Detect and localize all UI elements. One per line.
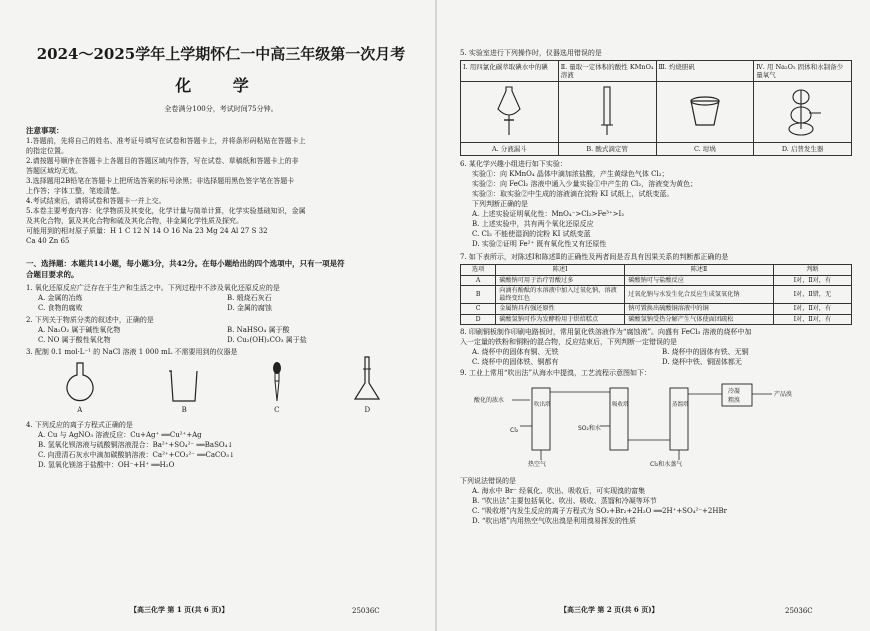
flow-label: 产品溴: [774, 391, 793, 398]
q5-apparatus-table: [460, 60, 852, 156]
q8-stem-cont: 入一定量的铁粉和铜粉的混合物，反应结束后，下列判断一定错误的是: [460, 338, 677, 346]
q2-option-b: B. NaHSO₄ 属于酸: [227, 326, 290, 334]
section-heading: 一、选择题：本题共14小题，每小题3分，共42分。在每小题给出的四个选项中，只有一项是符: [26, 259, 345, 268]
question-3: [26, 347, 416, 415]
exam-meta: 全卷满分100分，考试时间75分钟。: [164, 105, 278, 113]
q5-cell-4: Ⅳ. 用 Na₂O₂ 固体和水制备少量氧气: [754, 61, 852, 82]
page-1-footer: 【高三化学 第 1 页(共 6 页)】: [130, 605, 229, 614]
question-7: [460, 252, 852, 325]
q7-cell: D: [461, 314, 496, 325]
notes-heading: 注意事项：: [26, 126, 64, 135]
q7-cell: B: [461, 286, 496, 304]
q8-option-c: C. 烧杯中的固体铁、铜都有: [472, 358, 559, 366]
q3-label-c: C: [274, 406, 280, 414]
q7-cell: Ⅰ对，Ⅱ对，有: [773, 314, 851, 325]
question-2: [26, 315, 416, 345]
q5-image-cell: [558, 82, 656, 143]
note-line: Ca 40 Zn 65: [26, 237, 70, 245]
flow-label: 蒸馏塔: [672, 402, 689, 408]
q8-option-b: B. 烧杯中的固体有铁、无铜: [662, 348, 749, 356]
q9-stem: 9. 工业上常用“吹出法”从海水中提溴，工艺流程示意图如下：: [460, 369, 652, 377]
distillation-tower: [670, 388, 688, 450]
notes-list: [26, 136, 416, 246]
q7-header-cell: 陈述Ⅱ: [625, 265, 774, 276]
page-1-code: 25036C: [352, 607, 380, 615]
q8-option-d: D. 烧杯中铁、铜固体都无: [662, 358, 742, 366]
blowing-tower: [532, 388, 550, 450]
q1-stem: 1. 氧化还原反应广泛存在于生产和生活之中。下列过程中不涉及氧化还原反应的是: [26, 284, 280, 292]
note-line: 1.答题前，先将自己的姓名、准考证号填写在试卷和答题卡上，并将条形码粘贴在答题卡上: [26, 137, 306, 145]
q7-cell: Ⅰ对，Ⅱ错，无: [773, 286, 851, 304]
q5-stem: 5. 实验室进行下列操作时，仪器选用错误的是: [460, 49, 602, 57]
subject-title: 化 学: [175, 76, 267, 95]
q9-option-c: C. “吸收塔”内发生反应的离子方程式为 SO₂+Br₂+2H₂O ══2H⁺+SO₄²⁻+2HBr: [472, 507, 727, 515]
q1-option-a: A. 金属的冶炼: [38, 294, 83, 302]
table-row: [461, 304, 852, 315]
question-5: [460, 48, 852, 156]
q5-label-b: B. 酸式滴定管: [558, 143, 656, 156]
q1-option-b: B. 煅烧石灰石: [227, 294, 272, 302]
table-header-row: [461, 265, 852, 276]
q7-cell: 碳酸钠可用于治疗胃酸过多: [496, 275, 625, 286]
q2-stem: 2. 下列关于物质分类的叙述中，正确的是: [26, 316, 154, 324]
q9-option-d: D. “吹出塔”内用热空气吹出溴是利用溴易挥发的性质: [472, 517, 636, 525]
table-row: [461, 314, 852, 325]
q4-option-b: B. 氢氧化钡溶液与硫酸铜溶液混合：Ba²⁺+SO₄²⁻ ══BaSO₄↓: [38, 441, 234, 449]
table-row: [461, 286, 852, 304]
q7-header-cell: 判断: [773, 265, 851, 276]
question-1: [26, 283, 416, 313]
q9-option-a: A. 海水中 Br⁻ 经氧化、吹出、吸收后，可实现溴的富集: [472, 487, 646, 495]
note-line: 上作答；字体工整，笔迹清楚。: [26, 187, 124, 195]
q2-option-d: D. Cu₂(OH)₂CO₃ 属于盐: [227, 336, 307, 344]
page-2: [440, 0, 870, 631]
q7-cell: Ⅰ对，Ⅱ对，有: [773, 275, 851, 286]
q9-lead: 下列说法错误的是: [460, 477, 516, 485]
q7-header-cell: 陈述Ⅰ: [496, 265, 625, 276]
q7-cell: 碳酸氢钠可作为发酵粉用于烘焙糕点: [496, 314, 625, 325]
flow-label: 冷凝: [728, 388, 741, 395]
absorption-tower: [610, 388, 628, 450]
q1-option-c: C. 食物的腐败: [38, 304, 83, 312]
flow-label: 吸收塔: [612, 402, 629, 408]
q6-stem: 6. 某化学兴趣小组进行如下实验：: [460, 160, 567, 168]
q7-header-cell: 选项: [461, 265, 496, 276]
note-line: 4.考试结束后，请将试卷和答题卡一并上交。: [26, 197, 166, 205]
burette-icon: [597, 85, 617, 137]
question-9: [460, 368, 852, 526]
dropper-icon: [269, 361, 285, 405]
beaker-icon: [167, 365, 201, 405]
q5-label-a: A. 分液漏斗: [461, 143, 559, 156]
page-2-footer: 【高三化学 第 2 页(共 6 页)】: [560, 605, 659, 614]
q5-cell-3: Ⅲ. 灼烧胆矾: [656, 61, 754, 82]
q8-stem: 8. 印刷铜板制作印刷电路板时，常用氯化铁溶液作为“腐蚀液”。向盛有 FeCl₃ 溶液的烧杯中加: [460, 328, 752, 336]
question-8: [460, 327, 852, 367]
flow-label: Cl₂和水蒸气: [650, 461, 683, 468]
q7-cell: 金属钠具有强还原性: [496, 304, 625, 315]
q6-line: 实验③：取实验②中生成的溶液滴在淀粉 KI 试纸上，试纸变蓝。: [472, 190, 674, 198]
q7-cell: A: [461, 275, 496, 286]
question-6: [460, 159, 852, 249]
q3-stem: 3. 配制 0.1 mol·L⁻¹ 的 NaCl 溶液 1 000 mL 不需要用到的仪器是: [26, 348, 238, 356]
note-line: 答题区域均无效。: [26, 167, 82, 175]
q9-option-b: B. “吹出法”主要包括氧化、吹出、吸收、蒸馏和冷凝等环节: [472, 497, 657, 505]
q1-option-d: D. 金属的腐蚀: [227, 304, 272, 312]
q7-cell: Ⅰ对，Ⅱ对，有: [773, 304, 851, 315]
q2-option-c: C. NO 属于酸性氧化物: [38, 336, 111, 344]
q6-option-d: D. 实验②证明 Fe²⁺ 既有氧化性又有还原性: [472, 240, 607, 248]
q7-cell: 向滴有酚酞的水溶液中加入过氧化钠，溶液最终变红色: [496, 286, 625, 304]
q7-cell: C: [461, 304, 496, 315]
q9-process-flow-diagram: [460, 380, 852, 470]
volumetric-flask-icon: [352, 355, 382, 405]
q5-cell-2: Ⅱ. 量取一定体积的酸性 KMnO₄ 溶液: [558, 61, 656, 82]
q3-label-b: B: [181, 406, 187, 414]
page-fold-divider: [435, 0, 437, 631]
q4-option-d: D. 氢氧化镁溶于盐酸中：OH⁻+H⁺ ══H₂O: [38, 461, 175, 469]
q5-label-c: C. 坩埚: [656, 143, 754, 156]
flow-label: Cl₂: [510, 427, 519, 434]
q5-image-cell: [656, 82, 754, 143]
q6-line: 实验②：向 FeCl₂ 溶液中通入少量实验①中产生的 Cl₂，溶液变为黄色；: [472, 180, 698, 188]
q7-cell: 过氧化钠与水发生化合反应生成氢氧化钠: [625, 286, 774, 304]
note-line: 的指定位置。: [26, 147, 68, 155]
flow-label: 热空气: [528, 461, 547, 468]
round-bottom-flask-icon: [60, 361, 100, 405]
q4-stem: 4. 下列反应的离子方程式正确的是: [26, 421, 133, 429]
flow-label: 吹出塔: [534, 402, 551, 408]
q2-option-a: A. Na₂O₂ 属于碱性氧化物: [38, 326, 121, 334]
q7-stem: 7. 如下表所示，对陈述Ⅰ和陈述Ⅱ的正确性及两者间是否具有因果关系的判断都正确的是: [460, 253, 729, 261]
question-4: [26, 420, 416, 470]
section-heading-cont: 合题目要求的。: [26, 270, 79, 279]
note-line: 可能用到的相对原子质量：H 1 C 12 N 14 O 16 Na 23 Mg 24 Al 27 S 32: [26, 227, 268, 235]
q6-option-a: A. 上述实验证明氧化性：MnO₄⁻>Cl₂>Fe³⁺>I₂: [472, 210, 625, 218]
q5-label-d: D. 启普发生器: [754, 143, 852, 156]
flow-label: SO₂和水: [578, 425, 601, 432]
flow-label: 酸化的浓水: [474, 397, 505, 404]
q7-table: [460, 264, 852, 325]
separatory-funnel-icon: [494, 85, 524, 137]
q5-image-cell: [461, 82, 559, 143]
table-row: [461, 275, 852, 286]
q6-option-c: C. Cl₂ 不能使湿润的淀粉 KI 试纸变蓝: [472, 230, 591, 238]
q3-label-a: A: [77, 406, 83, 414]
q8-option-a: A. 烧杯中的固体有铜、无铁: [472, 348, 559, 356]
q7-cell: 碳酸钠可与盐酸反应: [625, 275, 774, 286]
q7-cell: 钠可置换出硫酸铜溶液中的铜: [625, 304, 774, 315]
exam-title: 2024～2025学年上学期怀仁一中高三年级第一次月考: [36, 45, 406, 63]
q4-option-c: C. 向澄清石灰水中滴加碳酸钠溶液：Ca²⁺+CO₃²⁻ ══CaCO₃↓: [38, 451, 235, 459]
q6-line: 实验①：向 KMnO₄ 晶体中滴加浓盐酸，产生黄绿色气体 Cl₂；: [472, 170, 669, 178]
kipp-generator-icon: [781, 85, 825, 137]
q5-image-cell: [754, 82, 852, 143]
q6-option-b: B. 上述实验中，共有两个氧化还原反应: [472, 220, 594, 228]
q4-option-a: A. Cu 与 AgNO₃ 溶液反应：Cu+Ag⁺ ══Cu²⁺+Ag: [38, 431, 202, 439]
flow-label: 粗溴: [728, 397, 741, 404]
crucible-icon: [685, 91, 725, 131]
q3-label-d: D: [364, 406, 371, 414]
q7-cell: 碳酸氢钠受热分解产生气体使面团疏松: [625, 314, 774, 325]
note-line: 3.选择题用2B铅笔在答题卡上把所选答案的标号涂黑；非选择题用黑色签字笔在答题卡: [26, 177, 295, 185]
page-2-code: 25036C: [785, 607, 813, 615]
q5-cell-1: Ⅰ. 用四氯化碳萃取碘水中的碘: [461, 61, 559, 82]
page-1: [0, 0, 432, 631]
q6-line: 下列判断正确的是: [472, 200, 528, 208]
note-line: 2.请按题号顺序在答题卡上各题目的答题区域内作答，写在试卷、草稿纸和答题卡上的非: [26, 157, 299, 165]
q3-apparatus-row: [26, 359, 416, 415]
note-line: 及其化合物，氯及其化合物和硫及其化合物，非金属化学性质及探究。: [26, 217, 243, 225]
note-line: 5.本卷主要考查内容：化学物质及其变化，化学计量与简单计算，化学实验基础知识，金属: [26, 207, 306, 215]
